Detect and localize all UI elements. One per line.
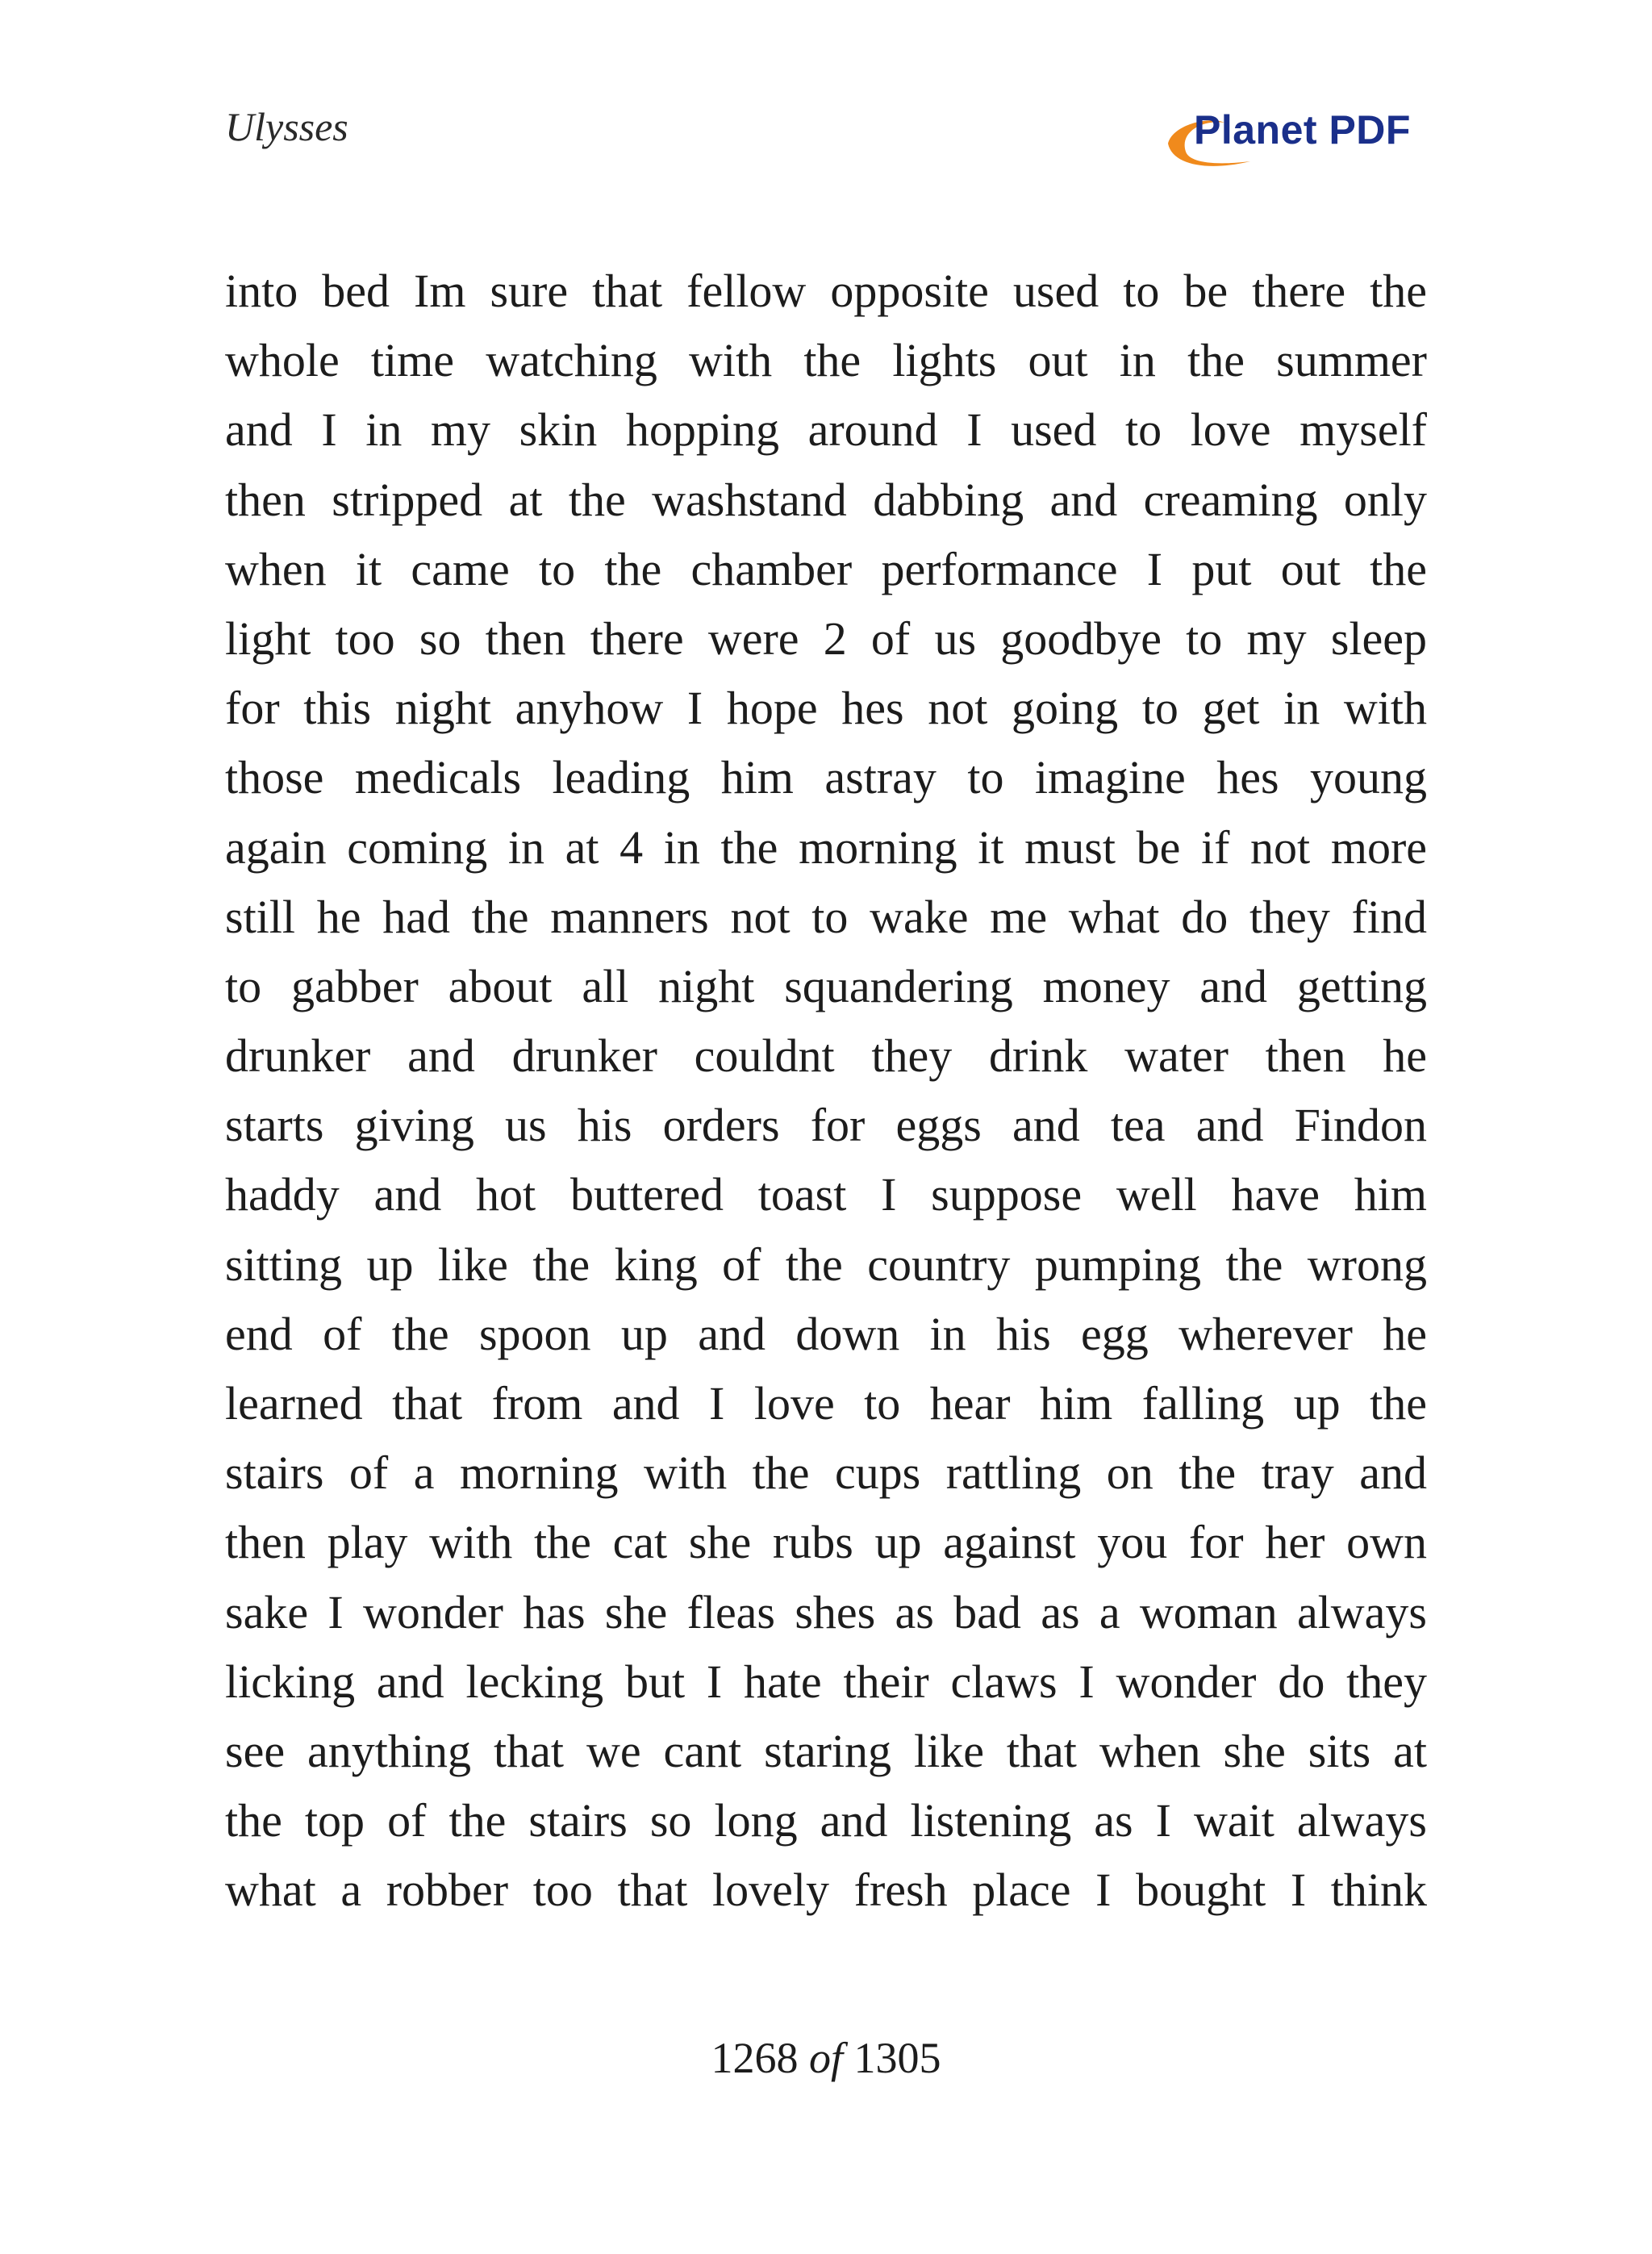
text-line: haddy and hot buttered toast I suppose well have him (225, 1168, 1427, 1221)
text-line: sitting up like the king of the country pumping the wrong (225, 1238, 1427, 1291)
text-line: still he had the manners not to wake me what do they find (225, 890, 1427, 943)
text-line: light too so then there were 2 of us goodbye to my sleep (225, 612, 1427, 665)
text-line: learned that from and I love to hear him falling up the (225, 1377, 1427, 1430)
text-line: end of the spoon up and down in his egg wherever he (225, 1307, 1427, 1360)
total-pages: 1305 (853, 2034, 941, 2082)
text-line: see anything that we cant staring like that when she sits at (225, 1724, 1427, 1777)
current-page: 1268 (711, 2034, 799, 2082)
page-of-label: of (808, 2034, 843, 2082)
text-line: into bed Im sure that fellow opposite used to be there the (225, 265, 1427, 317)
text-line: starts giving us his orders for eggs and tea and Findon (225, 1099, 1427, 1152)
text-line: sake I wonder has she fleas shes as bad as a woman always (225, 1585, 1427, 1638)
document-title: Ulysses (225, 104, 348, 149)
text-line: then play with the cat she rubs up against you for her own (225, 1516, 1427, 1569)
text-line: licking and lecking but I hate their claws I wonder do they (225, 1655, 1427, 1708)
text-line: those medicals leading him astray to imagine hes young (225, 751, 1427, 804)
page-number (0, 2033, 1652, 2083)
text-line: the top of the stairs so long and listening as I wait always (225, 1794, 1427, 1847)
text-line: when it came to the chamber performance I put out the (225, 542, 1427, 595)
text-line: for this night anyhow I hope hes not going to get in with (225, 682, 1427, 735)
text-line: whole time watching with the lights out in the summer (225, 334, 1427, 387)
text-line: drunker and drunker couldnt they drink water then he (225, 1029, 1427, 1083)
text-line: then stripped at the washstand dabbing and creaming only (225, 473, 1427, 526)
text-line: to gabber about all night squandering money and getting (225, 959, 1427, 1012)
text-line: and I in my skin hopping around I used to love myself (225, 403, 1427, 457)
page-body (225, 257, 1427, 1926)
logo-text: Planet PDF (1194, 107, 1411, 152)
text-line: stairs of a morning with the cups rattling on the tray and (225, 1446, 1427, 1500)
text-line: what a robber too that lovely fresh place I bought I think (225, 1864, 1427, 1917)
planet-pdf-logo (1162, 102, 1428, 174)
text-line: again coming in at 4 in the morning it must be if not more (225, 820, 1427, 874)
